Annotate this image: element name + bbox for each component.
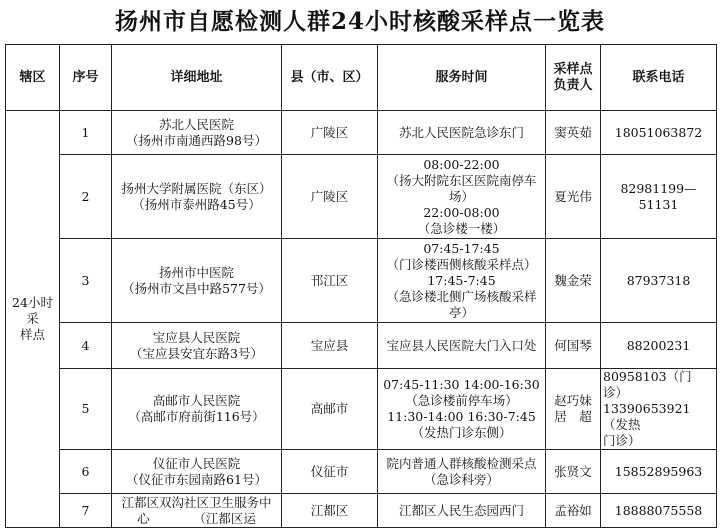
- header-district-type: 辖区: [6, 45, 60, 111]
- header-person-in-charge: 采样点 负责人: [546, 45, 601, 111]
- header-seq: 序号: [60, 45, 112, 111]
- person-cell: 孟裕如: [546, 494, 601, 528]
- address-cell: 扬州大学附属医院（东区） （扬州市泰州路45号）: [112, 155, 282, 239]
- person-cell: 窦英茹: [546, 111, 601, 155]
- service-hours-cell: 宝应县人民医院大门入口处: [378, 323, 546, 369]
- phone-cell: 88200231: [601, 323, 717, 369]
- table-row: [6, 450, 717, 494]
- person-cell: 张贤文: [546, 450, 601, 494]
- table-row: [6, 111, 717, 155]
- header-phone: 联系电话: [601, 45, 717, 111]
- seq-cell: 5: [60, 369, 112, 450]
- table-row: [6, 323, 717, 369]
- service-hours-cell: 院内普通人群核酸检测采点 （急诊科旁）: [378, 450, 546, 494]
- phone-cell: 15852895963: [601, 450, 717, 494]
- address-cell: 宝应县人民医院 （宝应县安宜东路3号）: [112, 323, 282, 369]
- phone-cell: 80958103（门诊） 13390653921 （发热 门诊）: [601, 369, 717, 450]
- county-cell: 高邮市: [282, 369, 378, 450]
- header-row: [6, 45, 717, 111]
- phone-cell: 18888075558: [601, 494, 717, 528]
- seq-cell: 1: [60, 111, 112, 155]
- seq-cell: 3: [60, 239, 112, 323]
- county-cell: 仪征市: [282, 450, 378, 494]
- address-cell: 江都区双沟社区卫生服务中 心 （江都区运: [112, 494, 282, 528]
- phone-cell: 87937318: [601, 239, 717, 323]
- table-row: [6, 369, 717, 450]
- service-hours-cell: 07:45-11:30 14:00-16:30 （急诊楼前停车场） 11:30-14:00 16:30-7:45 （发热门诊东侧）: [378, 369, 546, 450]
- sampling-sites-table: [5, 44, 717, 528]
- table-row: [6, 494, 717, 528]
- page-title: 扬州市自愿检测人群24小时核酸采样点一览表: [114, 8, 605, 35]
- table-row: [6, 239, 717, 323]
- county-cell: 江都区: [282, 494, 378, 528]
- person-cell: 赵巧妹 居 超: [546, 369, 601, 450]
- service-hours-cell: 苏北人民医院急诊东门: [378, 111, 546, 155]
- service-hours-cell: 08:00-22:00 （扬大附院东区医院南停车 场） 22:00-08:00 （急诊楼一楼）: [378, 155, 546, 239]
- person-cell: 夏光伟: [546, 155, 601, 239]
- address-cell: 扬州市中医院 （扬州市文昌中路577号）: [112, 239, 282, 323]
- phone-cell: 18051063872: [601, 111, 717, 155]
- seq-cell: 2: [60, 155, 112, 239]
- seq-cell: 4: [60, 323, 112, 369]
- header-county: 县（市、区）: [282, 45, 378, 111]
- county-cell: 宝应县: [282, 323, 378, 369]
- county-cell: 广陵区: [282, 155, 378, 239]
- service-hours-cell: 江都区人民生态园西门: [378, 494, 546, 528]
- category-cell: 24小时采 样点: [6, 111, 60, 528]
- phone-cell: 82981199—51131: [601, 155, 717, 239]
- address-cell: 仪征市人民医院 （仪征市东园南路61号）: [112, 450, 282, 494]
- service-hours-cell: 07:45-17:45 （门诊楼西侧核酸采样点） 17:45-7:45 （急诊楼北侧广场核酸采样 亭）: [378, 239, 546, 323]
- person-cell: 何国琴: [546, 323, 601, 369]
- seq-cell: 6: [60, 450, 112, 494]
- address-cell: 苏北人民医院 （扬州市南通西路98号）: [112, 111, 282, 155]
- county-cell: 邗江区: [282, 239, 378, 323]
- table-row: [6, 155, 717, 239]
- seq-cell: 7: [60, 494, 112, 528]
- address-cell: 高邮市人民医院 （高邮市府前街116号）: [112, 369, 282, 450]
- county-cell: 广陵区: [282, 111, 378, 155]
- header-service-hours: 服务时间: [378, 45, 546, 111]
- header-address: 详细地址: [112, 45, 282, 111]
- person-cell: 魏金荣: [546, 239, 601, 323]
